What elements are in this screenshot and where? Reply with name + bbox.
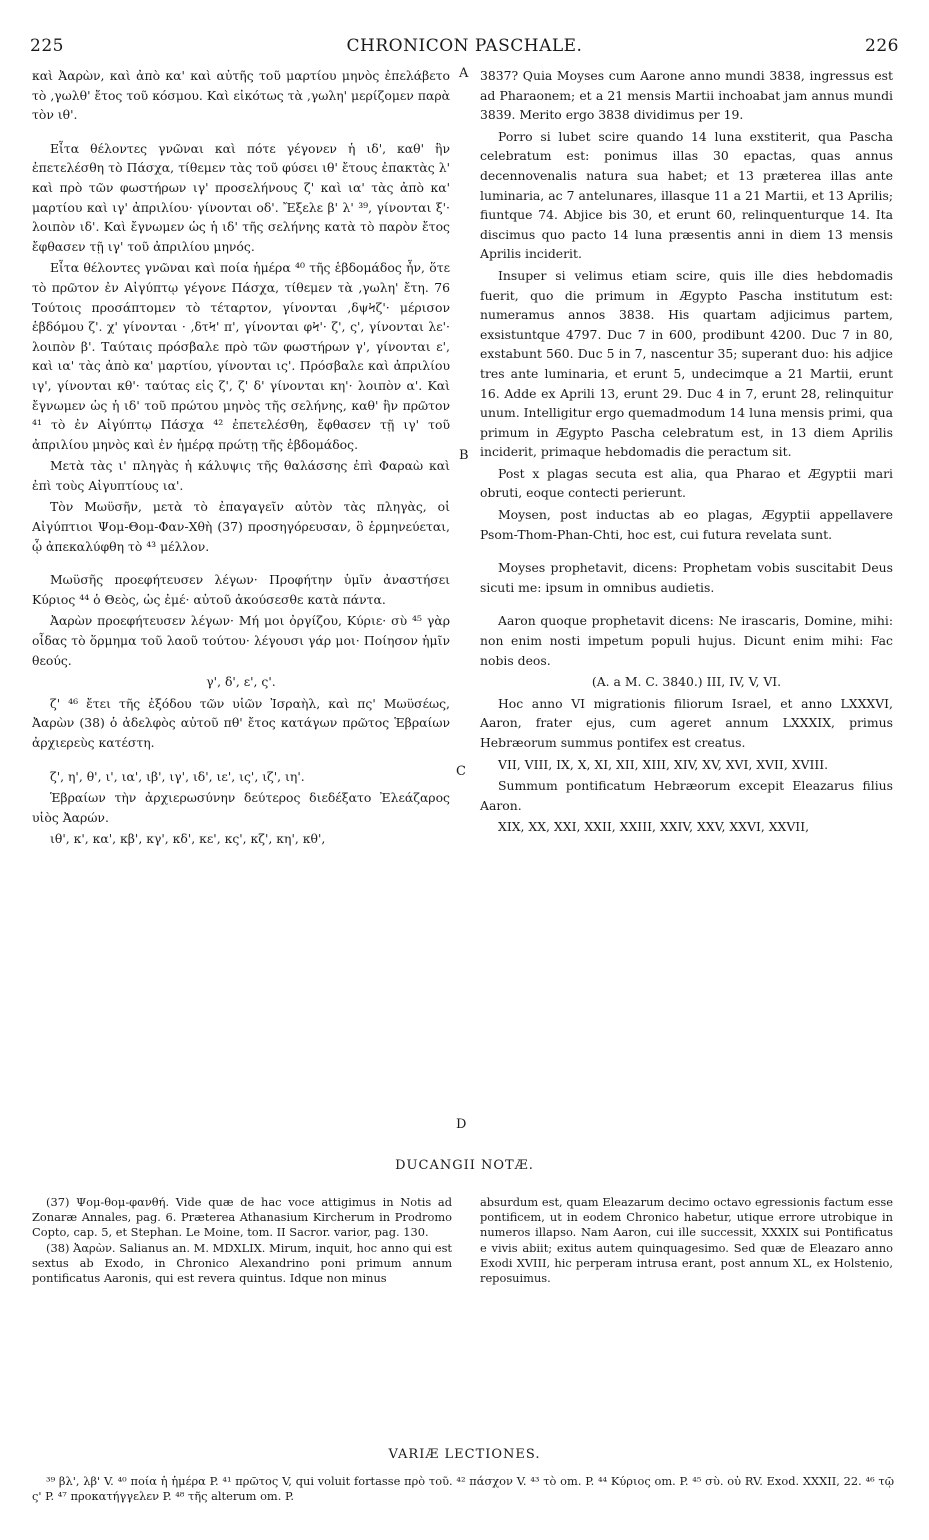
latin-year-numerals: XIX, XX, XXI, XXII, XXIII, XXIV, XXV, XXVI, XXVII, xyxy=(498,819,810,835)
latin-year-numerals: VII, VIII, IX, X, XI, XII, XIII, XIV, XV, XVI, XVII, XVIII. xyxy=(498,756,829,772)
note-entry: (37) Ψομ-θομ-φανθή. Vide quæ de hac voce attigimus in Notis ad Zonaræ Annales, pag. 6. Præterea Athanasium Kircherum in Prodromo Copto, cap. 5, et Stephan. Le Moine, tom. II Sacror. varior, pag. 130. xyxy=(32,1195,452,1240)
margin-mark-d: D xyxy=(456,1117,467,1132)
greek-paragraph: ζ' ⁴⁶ ἔτει τῆς ἐξόδου τῶν υἱῶν Ἰσραὴλ, καὶ πς' Μωϋσέως, Ἀαρὼν (38) ὁ ἀδελφὸς αὐτοῦ πθ' ἔτος κατάγων πρῶτος Ἑβραίων ἀρχιερεὺς κατέστη. xyxy=(32,695,450,750)
right-page-number: 226 xyxy=(865,36,899,56)
margin-mark-a: A xyxy=(459,66,469,81)
latin-paragraph: Moyses prophetavit, dicens: Prophetam vobis suscitabit Deus sicuti me: ipsum in omnibus audietis. xyxy=(480,560,893,595)
greek-year-numerals: γ', δ', ε', ς'. xyxy=(206,674,276,690)
latin-paragraph: Insuper si velimus etiam scire, quis ille dies hebdomadis fuerit, quo die primum in Ægypto Pascha institutum est: numeramus annos 3838. His quartam adjicimus partem, exsistuntque 4797. Duc 7 in 600, prodibunt 4200. Duc 7 in 80, exstabunt 560. Duc 5 in 7, nascentur 35; superant duo: his adjice tres ante luminaria, et erunt 5, undecimque a 21 Martii, erunt 16. Adde ex Aprili 13, erunt 29. Duc 4 in 7, erunt 28, relinquitur unum. Intelligitur ergo quemadmodum 14 luna mensis primi, qua primum in Ægypto Pascha celebratum est, in 13 diem Aprilis inciderit, primaque hebdomadis die peractum sit. xyxy=(480,267,893,460)
latin-year-heading: (A. a M. C. 3840.) III, IV, V, VI. xyxy=(591,674,782,690)
notes-left-column xyxy=(32,1195,452,1286)
note-entry: (38) Ἀαρὼν. Salianus an. M. MDXLIX. Mirum, inquit, hoc anno qui est sextus ab Exodo, in Chronico Alexandrino poni primum annum pontificatus Aaronis, qui est revera quintus. Idque non minus xyxy=(32,1240,452,1286)
latin-paragraph: Post x plagas secuta est alia, qua Pharao et Ægyptii mari obruti, eoque contecti perierunt. xyxy=(480,465,893,501)
greek-paragraph: Εἶτα θέλοντες γνῶναι καὶ ποία ἡμέρα ⁴⁰ τῆς ἑβδομάδος ἦν, ὅτε τὸ πρῶτον ἐν Αἰγύπτῳ γέγονε Πάσχα, τίθεμεν τὰ ‚γωλη' ἔτη. 76 Τούτοις προσάπτομεν τὸ τέταρτον, γίνονται ‚δψϞζ'· μέρισον ἑβδόμου ζ'. χ' γίνονται · ‚δτϞ' π', γίνονται φϞ'· ζ', ς', γίνονται λε'· λοιπὸν β'. Ταύταις πρόσβαλε πρὸ τῶν φωστήρων γ', γίνονται ε', καὶ ια' τὰς ἀπὸ κα' μαρτίου, γίνονται ις'. Πρόσβαλε καὶ ἀπριλίου ιγ', γίνονται κθ'· ταύτας εἰς ζ', ζ' δ' γίνονται κη'· λοιπὸν α'. Καὶ ἔγνωμεν ὡς ἡ ιδ' τοῦ πρώτου μηνὸς τῆς σελήνης, καθ' ἣν πρῶτον ⁴¹ τὸ ἐν Αἰγύπτῳ Πάσχα ⁴² ἐπετελέσθη, ἔφθασεν τῇ ιγ' τοῦ ἀπριλίου μηνὸς καὶ ἐν ἡμέρᾳ πρώτῃ τῆς ἑβδομάδος. xyxy=(32,260,450,452)
latin-paragraph: Summum pontificatum Hebræorum excepit Eleazarus filius Aaron. xyxy=(480,778,893,813)
notes-right-column xyxy=(480,1195,893,1286)
margin-mark-c: C xyxy=(456,764,466,779)
running-title: CHRONICON PASCHALE. xyxy=(346,36,583,56)
notes-heading: DUCANGII NOTÆ. xyxy=(395,1158,534,1173)
varia-lectiones: ³⁹ βλ', λβ' V. ⁴⁰ ποία ἡ ἡμέρα P. ⁴¹ πρῶτος V, qui voluit fortasse πρὸ τοῦ. ⁴² πάσχον V. ⁴³ τὸ om. P. ⁴⁴ Κύριος om. P. ⁴⁵ σὺ. οὐ RV. Exod. XXXII, 22. ⁴⁶ τῷ ς' P. ⁴⁷ προκατήγγελεν P. ⁴⁸ τῆς alterum om. P. xyxy=(32,1474,894,1503)
running-header xyxy=(30,36,899,62)
greek-paragraph: Ἀαρὼν προεφήτευσεν λέγων· Μή μοι ὀργίζου, Κύριε· σὺ ⁴⁵ γὰρ οἶδας τὸ ὅρμημα τοῦ λαοῦ τούτου· λέγουσι γάρ μοι· Ποίησον ἡμῖν θεούς. xyxy=(32,613,450,668)
latin-paragraph: Hoc anno VI migrationis filiorum Israel, et anno LXXXVI, Aaron, frater ejus, cum ageret annum LXXXIX, primus Hebræorum summus pontifex est creatus. xyxy=(480,695,893,750)
greek-year-numerals: ιθ', κ', κα', κβ', κγ', κδ', κε', κς', κζ', κη', κθ', xyxy=(50,831,326,847)
greek-paragraph: Μωϋσῆς προεφήτευσεν λέγων· Προφήτην ὑμῖν ἀναστήσει Κύριος ⁴⁴ ὁ Θεὸς, ὡς ἐμέ· αὐτοῦ ἀκούσεσθε κατὰ πάντα. xyxy=(32,572,450,607)
greek-paragraph: Τὸν Μωϋσῆν, μετὰ τὸ ἐπαγαγεῖν αὐτὸν τὰς πληγὰς, οἱ Αἰγύπτιοι Ψομ-Θομ-Φαν-Χθὴ (37) προσηγόρευσαν, ὃ ἑρμηνεύεται, ᾧ ἀπεκαλύφθη τὸ ⁴³ μέλλον. xyxy=(32,499,450,554)
greek-year-numerals: ζ', η', θ', ι', ια', ιβ', ιγ', ιδ', ιε', ις', ιζ', ιη'. xyxy=(50,768,305,784)
greek-paragraph: Μετὰ τὰς ι' πληγὰς ἡ κάλυψις τῆς θαλάσσης ἐπὶ Φαραὼ καὶ ἐπὶ τοὺς Αἰγυπτίους ια'. xyxy=(32,458,450,493)
latin-paragraph: 3837? Quia Moyses cum Aarone anno mundi 3838, ingressus est ad Pharaonem; et a 21 mensis Martii inchoabat jam annus mundi 3839. Merito ergo 3838 dividimus per 19. xyxy=(480,68,893,123)
greek-paragraph: Ἑβραίων τὴν ἀρχιερωσύνην δεύτερος διεδέξατο Ἐλεάζαρος υἱὸς Ἀαρών. xyxy=(32,790,450,825)
margin-mark-b: B xyxy=(459,448,469,463)
note-entry: absurdum est, quam Eleazarum decimo octavo egressionis factum esse pontificem, ut in eodem Chronico habetur, utique errore utrobique in numeros illapso. Nam Aaron, cui ille successit, XXXIX sui Pontificatus e vivis abiit; exitus autem quinquagesimo. Sed quæ de Eleazaro anno Exodi XVIII, hic perperam intrusa erant, post annum XL, ex Holstenio, reposuimus. xyxy=(480,1195,893,1286)
greek-paragraph: Εἶτα θέλοντες γνῶναι καὶ πότε γέγονεν ἡ ιδ', καθ' ἣν ἐπετελέσθη τὸ Πάσχα, τίθεμεν τὰς τοῦ φύσει ιθ' ἔτους ἐπακτὰς λ' καὶ πρὸ τῶν φωστήρων ιγ' προσελήνους ζ' καὶ ια' τὰς ἀπὸ κα' μαρτίου καὶ ιγ' ἀπριλίου· γίνονται οδ'. Ἔξελε β' λ' ³⁹, γίνονται ξ'· λοιπὸν ιδ'. Καὶ ἔγνωμεν ὡς ἡ ιδ' τῆς σελήνης κατὰ τὸ παρὸν ἔτος ἔφθασεν τῇ ιγ' τοῦ ἀπριλίου μηνός. xyxy=(32,140,450,254)
latin-paragraph: Aaron quoque prophetavit dicens: Ne irascaris, Domine, mihi: non enim nosti impetum populi hujus. Dicunt enim mihi: Fac nobis deos. xyxy=(480,613,893,668)
latin-paragraph: Moysen, post inductas ab eo plagas, Ægyptii appellavere Psom-Thom-Phan-Chti, hoc est, cui futura revelata sunt. xyxy=(480,507,893,542)
latin-text-column xyxy=(480,66,893,839)
latin-paragraph: Porro si lubet scire quando 14 luna exstiterit, qua Pascha celebratum est: ponimus illas 30 epactas, quas annus decennovenalis natura sua habet; et 13 præterea illas ante luminaria, ac 7 antelunares, illasque 11 a 21 Martii, et 13 Aprilis; fiuntque 74. Abjice bis 30, et erunt 60, relinquenturque 14. Ita discimus quo pacto 14 luna præsentis anni in diem 13 mensis Aprilis inciderit. xyxy=(480,128,893,262)
varia-heading: VARIÆ LECTIONES. xyxy=(388,1447,541,1462)
greek-paragraph: καὶ Ἀαρὼν, καὶ ἀπὸ κα' καὶ αὐτῆς τοῦ μαρτίου μηνὸς ἐπελάβετο τὸ ‚γωλθ' ἔτος τοῦ κόσμου. Καὶ εἰκότως τὰ ‚γωλη' μερίζομεν παρὰ τὸν ιθ'. xyxy=(32,68,450,123)
greek-text-column xyxy=(32,66,450,851)
left-page-number: 225 xyxy=(30,36,64,56)
